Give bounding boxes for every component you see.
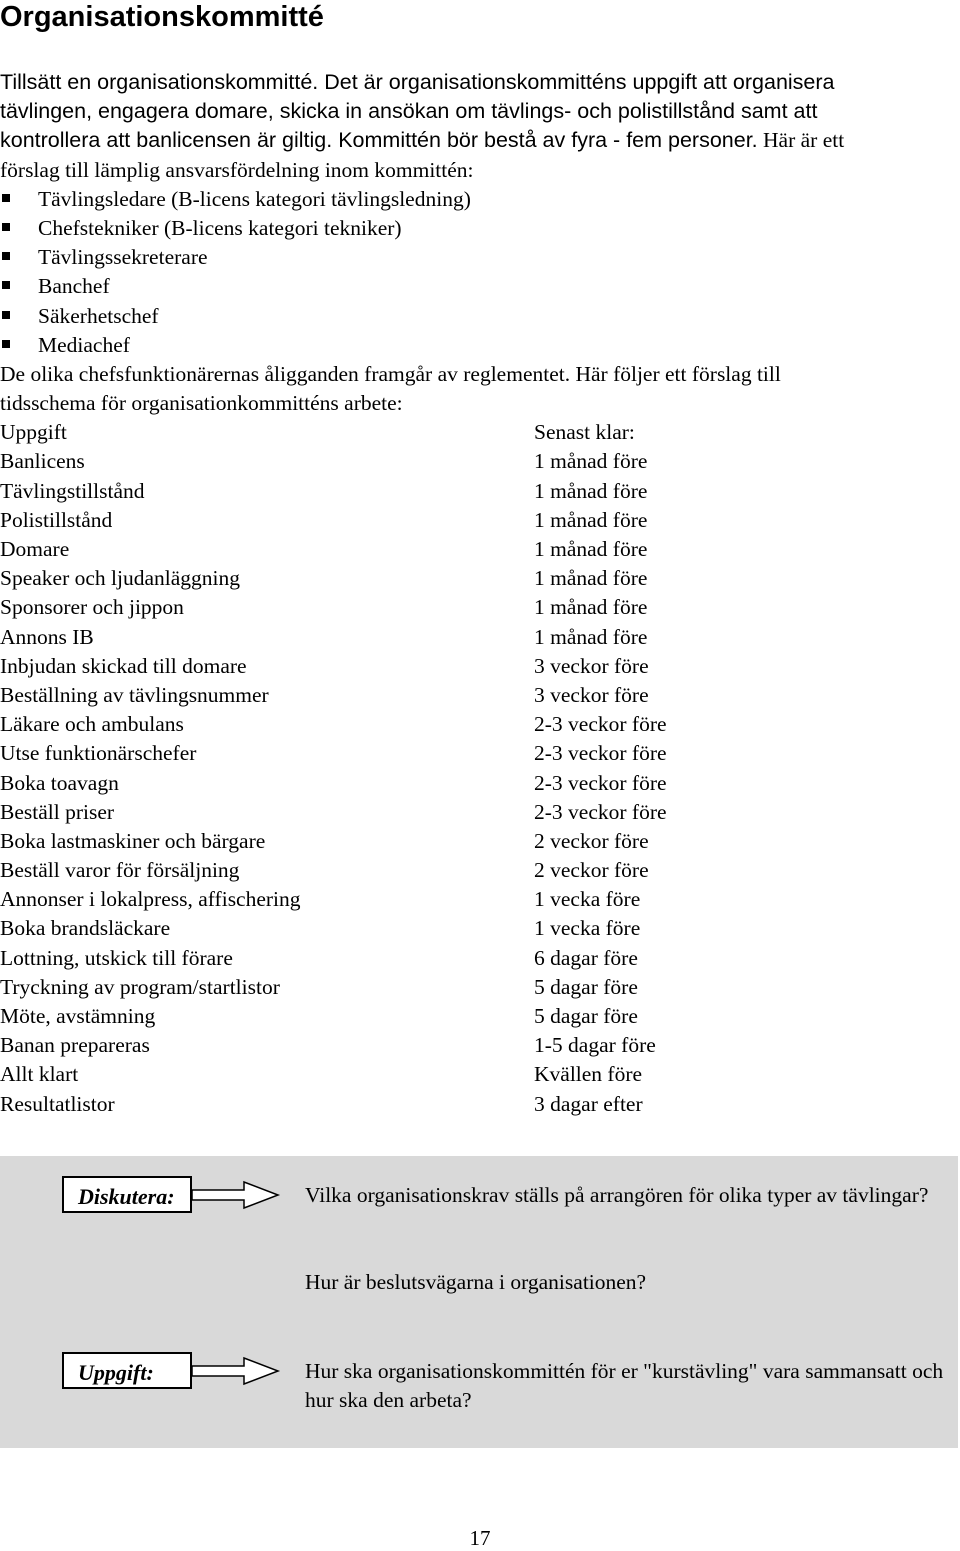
- schedule-task: Sponsorer och jippon: [0, 595, 184, 620]
- task-label: Uppgift:: [78, 1360, 154, 1385]
- table-row: [0, 856, 955, 885]
- schedule-deadline: 2-3 veckor före: [534, 799, 667, 824]
- list-item: Chefstekniker (B-licens kategori tekniker): [0, 214, 955, 243]
- schedule-task: Tryckning av program/startlistor: [0, 974, 280, 999]
- schedule-deadline: 2 veckor före: [534, 858, 649, 883]
- schedule-deadline: 3 veckor före: [534, 653, 649, 678]
- table-row: [0, 1060, 955, 1089]
- list-item: Säkerhetschef: [0, 302, 955, 331]
- schedule-deadline: 1 vecka före: [534, 887, 641, 912]
- schedule-deadline: 2-3 veckor före: [534, 712, 667, 737]
- schedule-deadline: 2-3 veckor före: [534, 770, 667, 795]
- schedule-task: Tävlingstillstånd: [0, 478, 145, 503]
- table-row: [0, 914, 955, 943]
- schedule-task: Boka toavagn: [0, 770, 119, 795]
- schedule-task: Polistillstånd: [0, 507, 113, 532]
- schedule-deadline: 1 månad före: [534, 537, 648, 561]
- list-item: Banchef: [0, 272, 955, 301]
- list-item: Mediachef: [0, 331, 955, 360]
- schedule-deadline: 1 månad före: [534, 624, 648, 649]
- schedule-deadline: 3 dagar efter: [534, 1091, 643, 1116]
- table-row: [0, 593, 955, 622]
- schedule-header-deadline: Senast klar:: [534, 420, 635, 445]
- discuss-label-box: [62, 1176, 192, 1213]
- intro-line: förslag till lämplig ansvarsfördelning inom kommittén:: [0, 157, 474, 182]
- table-row: [0, 623, 955, 652]
- schedule-deadline: 5 dagar före: [534, 974, 638, 999]
- intro-line: Tillsätt en organisationskommitté. Det är organisationskommitténs uppgift att organisera: [0, 70, 835, 94]
- discuss-label: Diskutera:: [78, 1184, 175, 1209]
- table-row: [0, 973, 955, 1002]
- list-item: Tävlingssekreterare: [0, 243, 955, 272]
- after-line: De olika chefsfunktionärernas åligganden framgår av reglementet. Här följer ett förslag till: [0, 361, 781, 386]
- discuss-question-2: Hur är beslutsvägarna i organisationen?: [305, 1270, 647, 1294]
- schedule-deadline: 1 månad före: [534, 507, 648, 532]
- schedule-task: Banlicens: [0, 449, 85, 474]
- table-row: [0, 739, 955, 768]
- table-row: [0, 477, 955, 506]
- schedule-task: Utse funktionärschefer: [0, 741, 197, 766]
- schedule-deadline: 3 veckor före: [534, 682, 649, 707]
- schedule-header: [0, 418, 955, 447]
- table-row: [0, 564, 955, 593]
- table-row: [0, 710, 955, 739]
- table-row: [0, 944, 955, 973]
- intro-line: tävlingen, engagera domare, skicka in ansökan om tävlings- och polistillstånd samt att: [0, 99, 818, 124]
- table-row: [0, 681, 955, 710]
- schedule-deadline: 1 månad före: [534, 478, 648, 503]
- schedule-task: Boka brandsläckare: [0, 916, 171, 941]
- schedule-deadline: 5 dagar före: [534, 1004, 638, 1028]
- schedule-deadline: 1 månad före: [534, 566, 648, 591]
- schedule-task: Annonser i lokalpress, affischering: [0, 887, 301, 912]
- schedule-task: Banan prepareras: [0, 1033, 150, 1058]
- schedule-task: Läkare och ambulans: [0, 712, 184, 737]
- schedule-task: Annons IB: [0, 624, 94, 649]
- schedule-deadline: 1 vecka före: [534, 916, 641, 941]
- table-row: [0, 447, 955, 476]
- after-line: tidsschema för organisationkommitténs arbete:: [0, 391, 403, 416]
- schedule-deadline: 1 månad före: [534, 449, 648, 474]
- schedule-task: Domare: [0, 537, 70, 561]
- table-row: [0, 885, 955, 914]
- table-row: [0, 827, 955, 856]
- page-title: Organisationskommitté: [0, 1, 324, 33]
- schedule-task: Beställ priser: [0, 799, 115, 824]
- arrow-right-icon: [190, 1356, 282, 1386]
- schedule-header-task: Uppgift: [0, 420, 67, 445]
- task-question: Hur ska organisationskommittén för er "kurstävling" vara sammansatt och hur ska den arbeta?: [305, 1359, 944, 1412]
- schedule-task: Möte, avstämning: [0, 1004, 156, 1028]
- schedule-task: Speaker och ljudanläggning: [0, 566, 241, 591]
- schedule-deadline: 1 månad före: [534, 595, 648, 620]
- schedule-deadline: 6 dagar före: [534, 945, 638, 970]
- body-text: [0, 68, 955, 1119]
- schedule-task: Boka lastmaskiner och bärgare: [0, 828, 266, 853]
- task-label-box: [62, 1352, 192, 1389]
- discuss-question-1: Vilka organisationskrav ställs på arrangören för olika typer av tävlingar?: [305, 1183, 929, 1207]
- roles-list: [0, 185, 955, 360]
- schedule-task: Beställning av tävlingsnummer: [0, 682, 269, 707]
- schedule-rows: [0, 447, 955, 1118]
- table-row: [0, 652, 955, 681]
- page-number: 17: [469, 1526, 491, 1550]
- intro-line-text: kontrollera att banlicensen är giltig. Kommittén bör bestå av fyra - fem personer.: [0, 128, 758, 153]
- schedule-task: Beställ varor för försäljning: [0, 858, 240, 883]
- list-item: Tävlingsledare (B-licens kategori tävlingsledning): [0, 185, 955, 214]
- arrow-right-icon: [190, 1180, 282, 1210]
- table-row: [0, 1090, 955, 1119]
- table-row: [0, 1031, 955, 1060]
- schedule-deadline: Kvällen före: [534, 1062, 643, 1087]
- intro-line: [0, 126, 955, 155]
- table-row: [0, 798, 955, 827]
- schedule-deadline: 2-3 veckor före: [534, 741, 667, 766]
- schedule-table: [0, 418, 955, 1119]
- table-row: [0, 535, 955, 564]
- intro-line-tail: Här är ett: [757, 128, 845, 153]
- schedule-task: Inbjudan skickad till domare: [0, 653, 247, 678]
- schedule-deadline: 2 veckor före: [534, 828, 649, 853]
- table-row: [0, 769, 955, 798]
- schedule-task: Lottning, utskick till förare: [0, 945, 233, 970]
- table-row: [0, 506, 955, 535]
- schedule-task: Allt klart: [0, 1062, 79, 1087]
- table-row: [0, 1002, 955, 1031]
- schedule-deadline: 1-5 dagar före: [534, 1033, 656, 1058]
- schedule-task: Resultatlistor: [0, 1091, 115, 1116]
